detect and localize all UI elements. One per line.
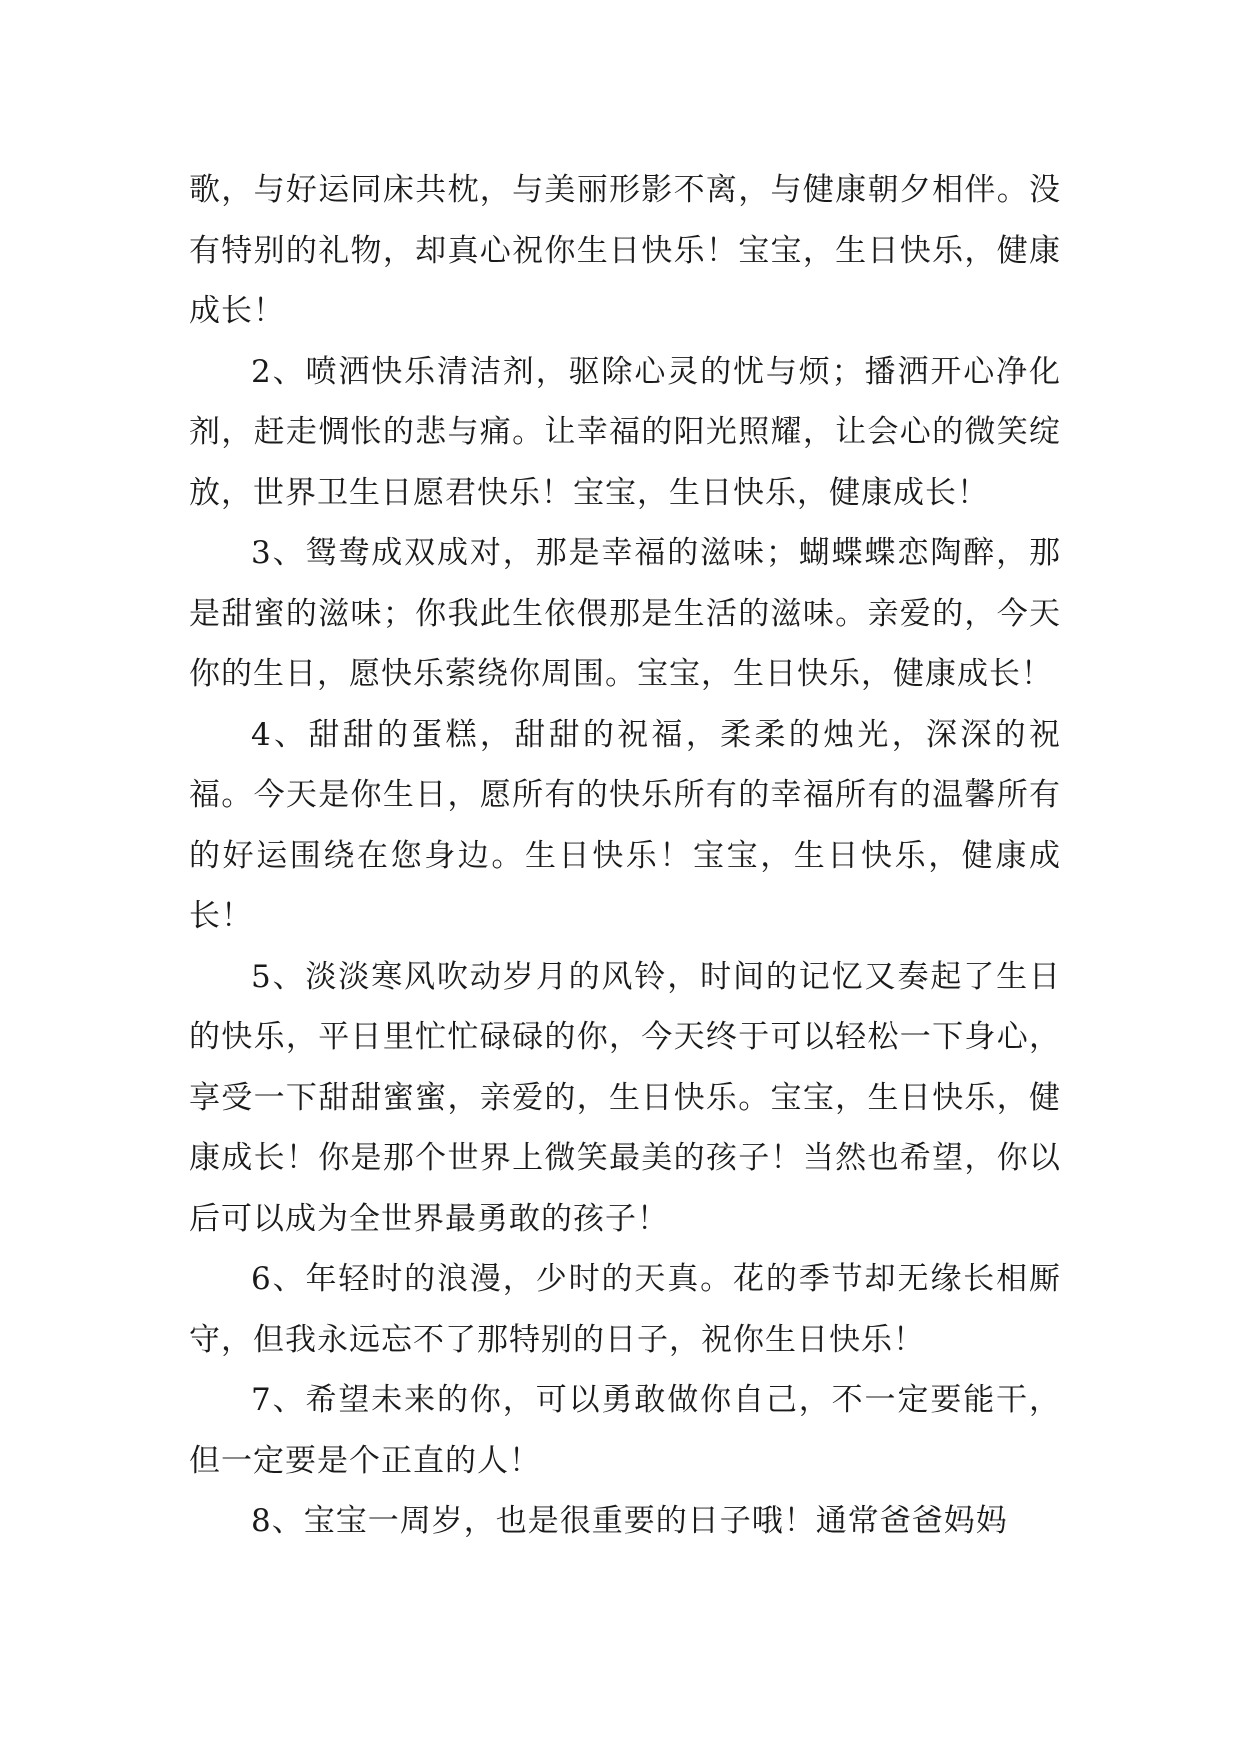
paragraph-2: 2、喷洒快乐清洁剂，驱除心灵的忧与烦；播洒开心净化剂，赶走惆怅的悲与痛。让幸福的阳光照耀，让会心的微笑绽放，世界卫生日愿君快乐！宝宝，生日快乐，健康成长！ (189, 353, 1061, 511)
paragraph-6: 6、年轻时的浪漫，少时的天真。花的季节却无缘长相厮守，但我永远忘不了那特别的日子，祝你生日快乐！ (189, 1261, 1061, 1358)
paragraph-7: 7、希望未来的你，可以勇敢做你自己，不一定要能干，但一定要是个正直的人！ (189, 1382, 1061, 1479)
paragraph-3: 3、鸳鸯成双成对，那是幸福的滋味；蝴蝶蝶恋陶醉，那是甜蜜的滋味；你我此生依偎那是生活的滋味。亲爱的，今天你的生日，愿快乐萦绕你周围。宝宝，生日快乐，健康成长！ (189, 535, 1061, 692)
paragraph-4: 4、甜甜的蛋糕，甜甜的祝福，柔柔的烛光，深深的祝福。今天是你生日，愿所有的快乐所有的幸福所有的温馨所有的好运围绕在您身边。生日快乐！宝宝，生日快乐，健康成长！ (189, 716, 1061, 934)
document-body (189, 160, 1061, 1552)
paragraph-5: 5、淡淡寒风吹动岁月的风铃，时间的记忆又奏起了生日的快乐，平日里忙忙碌碌的你，今天终于可以轻松一下身心，享受一下甜甜蜜蜜，亲爱的，生日快乐。宝宝，生日快乐，健康成长！你是那个世界上微笑最美的孩子！当然也希望，你以后可以成为全世界最勇敢的孩子！ (189, 958, 1061, 1237)
paragraph-continuation: 歌，与好运同床共枕，与美丽形影不离，与健康朝夕相伴。没有特别的礼物，却真心祝你生日快乐！宝宝，生日快乐，健康成长！ (189, 172, 1061, 329)
paragraph-8: 8、宝宝一周岁，也是很重要的日子哦！通常爸爸妈妈 (251, 1503, 1008, 1539)
